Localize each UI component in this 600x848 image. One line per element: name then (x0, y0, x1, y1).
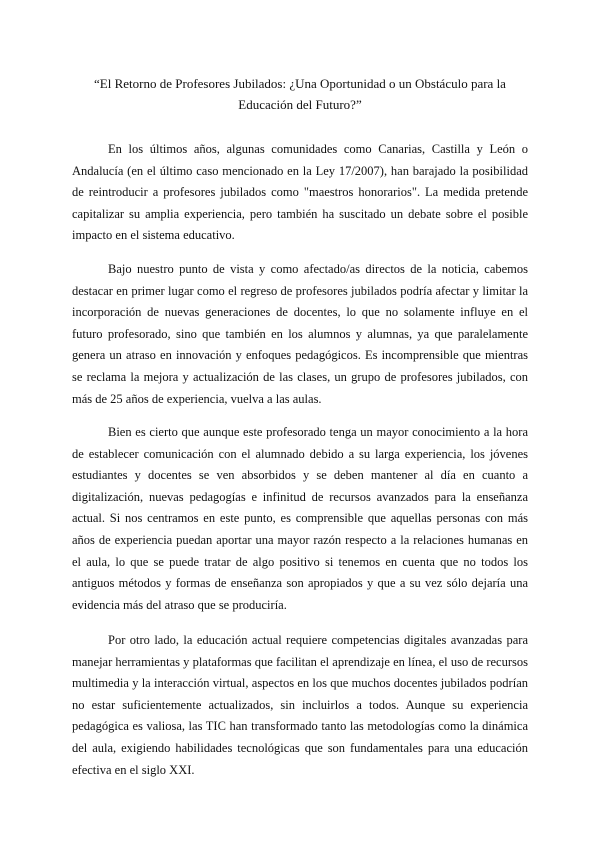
paragraph-1: En los últimos años, algunas comunidades como Canarias, Castilla y León o Andalucía (en el último caso mencionado en la Ley 17/2007), han barajado la posibilidad de reintroducir a profesores jubilados como "maestros honorarios". La medida pretende capitalizar su amplia experiencia, pero también ha suscitado un debate sobre el posible impacto en el sistema educativo. (72, 142, 528, 243)
paragraph-4: Por otro lado, la educación actual requiere competencias digitales avanzadas para manejar herramientas y plataformas que facilitan el aprendizaje en línea, el uso de recursos multimedia y la interacción virtual, aspectos en los que muchos docentes jubilados podrían no estar suficientemente actualizados, sin incluirlos a todos. Aunque su experiencia pedagógica es valiosa, las TIC han transformado tanto las metodologías como la dinámica del aula, exigiendo habilidades tecnológicas que son fundamentales para una educación efectiva en el siglo XXI. (72, 633, 528, 777)
document-title: “El Retorno de Profesores Jubilados: ¿Una Oportunidad o un Obstáculo para la Educación del Futuro?” (94, 76, 506, 112)
paragraph-2: Bajo nuestro punto de vista y como afectado/as directos de la noticia, cabemos destacar en primer lugar como el regreso de profesores jubilados podría afectar y limitar la incorporación de nuevas generaciones de docentes, lo que no solamente influye en el futuro profesorado, sino que también en los alumnos y alumnas, ya que paralelamente genera un atraso en innovación y enfoques pedagógicos. Es incomprensible que mientras se reclama la mejora y actualización de las clases, un grupo de profesores jubilados, con más de 25 años de experiencia, vuelva a las aulas. (72, 262, 528, 406)
paragraph-3: Bien es cierto que aunque este profesorado tenga un mayor conocimiento a la hora de establecer comunicación con el alumnado debido a su larga experiencia, los jóvenes estudiantes y docentes se ven absorbidos y se deben mantener al día en cuanto a digitalización, nuevas pedagogías e infinitud de recursos avanzados para la enseñanza actual. Si nos centramos en este punto, es comprensible que aquellas personas con más años de experiencia puedan aportar una mayor razón respecto a la relaciones humanas en el aula, lo que se puede tratar de algo positivo si tenemos en cuenta que no todos los antiguos métodos y formas de enseñanza son apropiados y que a su vez sólo dejaría una evidencia más del atraso que se produciría. (72, 425, 528, 612)
